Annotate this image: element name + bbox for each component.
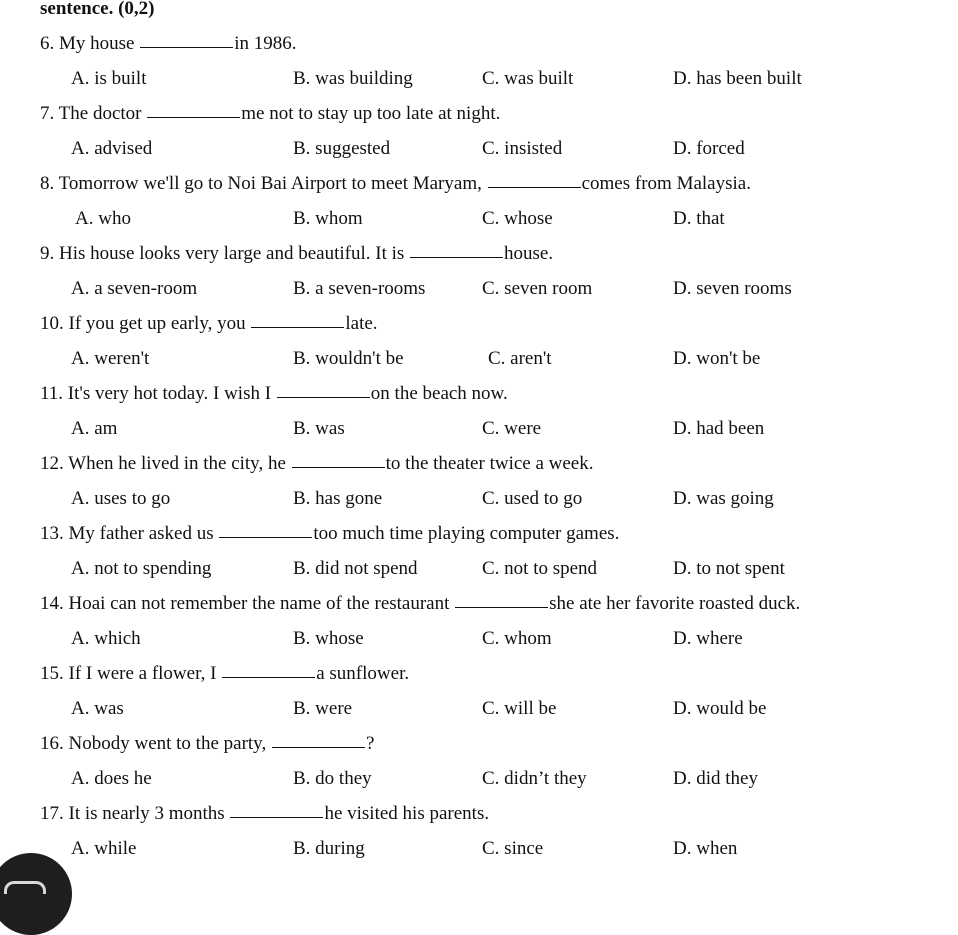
section-header: sentence. (0,2): [40, 0, 155, 19]
question-text-after: in 1986.: [234, 33, 297, 54]
answer-option: D. was going: [673, 488, 774, 509]
question-stem: [40, 452, 940, 476]
options-row: [0, 697, 958, 721]
options-row: [0, 557, 958, 581]
question-text-before: 6. My house: [40, 33, 140, 54]
answer-blank: [455, 606, 548, 608]
question-text-after: to the theater twice a week.: [385, 453, 594, 474]
options-row: [0, 207, 958, 231]
answer-option: B. whom: [293, 208, 363, 229]
answer-blank: [272, 746, 365, 748]
question-stem: [40, 382, 940, 406]
question-stem: [40, 592, 940, 616]
question-text-after: late.: [345, 313, 378, 334]
answer-blank: [488, 186, 581, 188]
question-stem: [40, 242, 940, 266]
answer-option: A. advised: [71, 138, 153, 159]
question-text-before: 7. The doctor: [40, 103, 147, 124]
answer-option: D. has been built: [673, 68, 802, 89]
options-row: [0, 487, 958, 511]
question-text-after: too much time playing computer games.: [313, 523, 620, 544]
question-text-after: he visited his parents.: [324, 803, 490, 824]
question-stem: [40, 312, 940, 336]
answer-option: A. weren't: [71, 348, 150, 369]
answer-option: B. were: [293, 698, 353, 719]
answer-option: D. seven rooms: [673, 278, 792, 299]
options-row: [0, 347, 958, 371]
answer-blank: [292, 466, 385, 468]
question-text-after: on the beach now.: [370, 383, 508, 404]
answer-option: C. were: [482, 418, 542, 439]
answer-option: C. seven room: [482, 278, 593, 299]
answer-option: C. insisted: [482, 138, 563, 159]
answer-option: B. suggested: [293, 138, 391, 159]
answer-option: D. when: [673, 838, 738, 859]
answer-option: D. had been: [673, 418, 765, 439]
question-stem: [40, 32, 940, 56]
question-text-before: 8. Tomorrow we'll go to Noi Bai Airport to meet Maryam,: [40, 173, 487, 194]
answer-option: C. didn’t they: [482, 768, 587, 789]
question-text-after: ?: [365, 733, 375, 754]
answer-blank: [219, 536, 312, 538]
question-text-before: 15. If I were a flower, I: [40, 663, 222, 684]
answer-option: A. does he: [71, 768, 152, 789]
options-row: [0, 417, 958, 441]
answer-option: A. is built: [71, 68, 147, 89]
answer-option: B. whose: [293, 628, 364, 649]
question-stem: [40, 102, 940, 126]
answer-option: C. used to go: [482, 488, 583, 509]
answer-option: B. did not spend: [293, 558, 418, 579]
answer-option: B. a seven-rooms: [293, 278, 426, 299]
answer-option: D. did they: [673, 768, 758, 789]
answer-option: B. during: [293, 838, 365, 859]
question-text-after: house.: [504, 243, 554, 264]
question-text-before: 16. Nobody went to the party,: [40, 733, 271, 754]
answer-option: A. was: [71, 698, 124, 719]
question-stem: [40, 172, 940, 196]
answer-option: A. who: [75, 208, 131, 229]
answer-option: D. that: [673, 208, 725, 229]
avatar-overlay-icon[interactable]: [0, 853, 72, 935]
answer-option: D. forced: [673, 138, 745, 159]
answer-blank: [410, 256, 503, 258]
answer-option: B. was building: [293, 68, 413, 89]
answer-option: D. to not spent: [673, 558, 785, 579]
question-text-before: 13. My father asked us: [40, 523, 219, 544]
options-row: [0, 627, 958, 651]
answer-option: C. will be: [482, 698, 557, 719]
question-stem: [40, 662, 940, 686]
options-row: [0, 767, 958, 791]
question-stem: [40, 802, 940, 826]
question-text-after: she ate her favorite roasted duck.: [549, 593, 801, 614]
answer-blank: [230, 816, 323, 818]
question-text-after: comes from Malaysia.: [581, 173, 751, 194]
answer-option: D. would be: [673, 698, 767, 719]
answer-blank: [277, 396, 370, 398]
answer-option: C. since: [482, 838, 544, 859]
answer-option: A. am: [71, 418, 118, 439]
question-text-after: a sunflower.: [316, 663, 410, 684]
answer-option: A. which: [71, 628, 141, 649]
answer-blank: [140, 46, 233, 48]
answer-option: B. do they: [293, 768, 372, 789]
answer-option: A. uses to go: [71, 488, 171, 509]
answer-option: D. won't be: [673, 348, 761, 369]
answer-option: C. aren't: [488, 348, 552, 369]
question-text-before: 10. If you get up early, you: [40, 313, 251, 334]
answer-option: B. wouldn't be: [293, 348, 404, 369]
answer-option: A. not to spending: [71, 558, 212, 579]
answer-option: B. has gone: [293, 488, 383, 509]
answer-option: D. where: [673, 628, 743, 649]
question-text-before: 11. It's very hot today. I wish I: [40, 383, 276, 404]
options-row: [0, 67, 958, 91]
options-row: [0, 837, 958, 861]
answer-option: A. while: [71, 838, 137, 859]
options-row: [0, 137, 958, 161]
question-text-before: 17. It is nearly 3 months: [40, 803, 230, 824]
question-stem: [40, 522, 940, 546]
answer-option: A. a seven-room: [71, 278, 198, 299]
answer-option: B. was: [293, 418, 345, 439]
answer-option: C. was built: [482, 68, 574, 89]
question-stem: [40, 732, 940, 756]
answer-option: C. whom: [482, 628, 552, 649]
answer-blank: [251, 326, 344, 328]
answer-option: C. whose: [482, 208, 553, 229]
question-text-before: 14. Hoai can not remember the name of the restaurant: [40, 593, 455, 614]
question-text-before: 9. His house looks very large and beautiful. It is: [40, 243, 410, 264]
answer-blank: [147, 116, 240, 118]
answer-blank: [222, 676, 315, 678]
question-text-before: 12. When he lived in the city, he: [40, 453, 291, 474]
options-row: [0, 277, 958, 301]
answer-option: C. not to spend: [482, 558, 598, 579]
question-text-after: me not to stay up too late at night.: [241, 103, 501, 124]
